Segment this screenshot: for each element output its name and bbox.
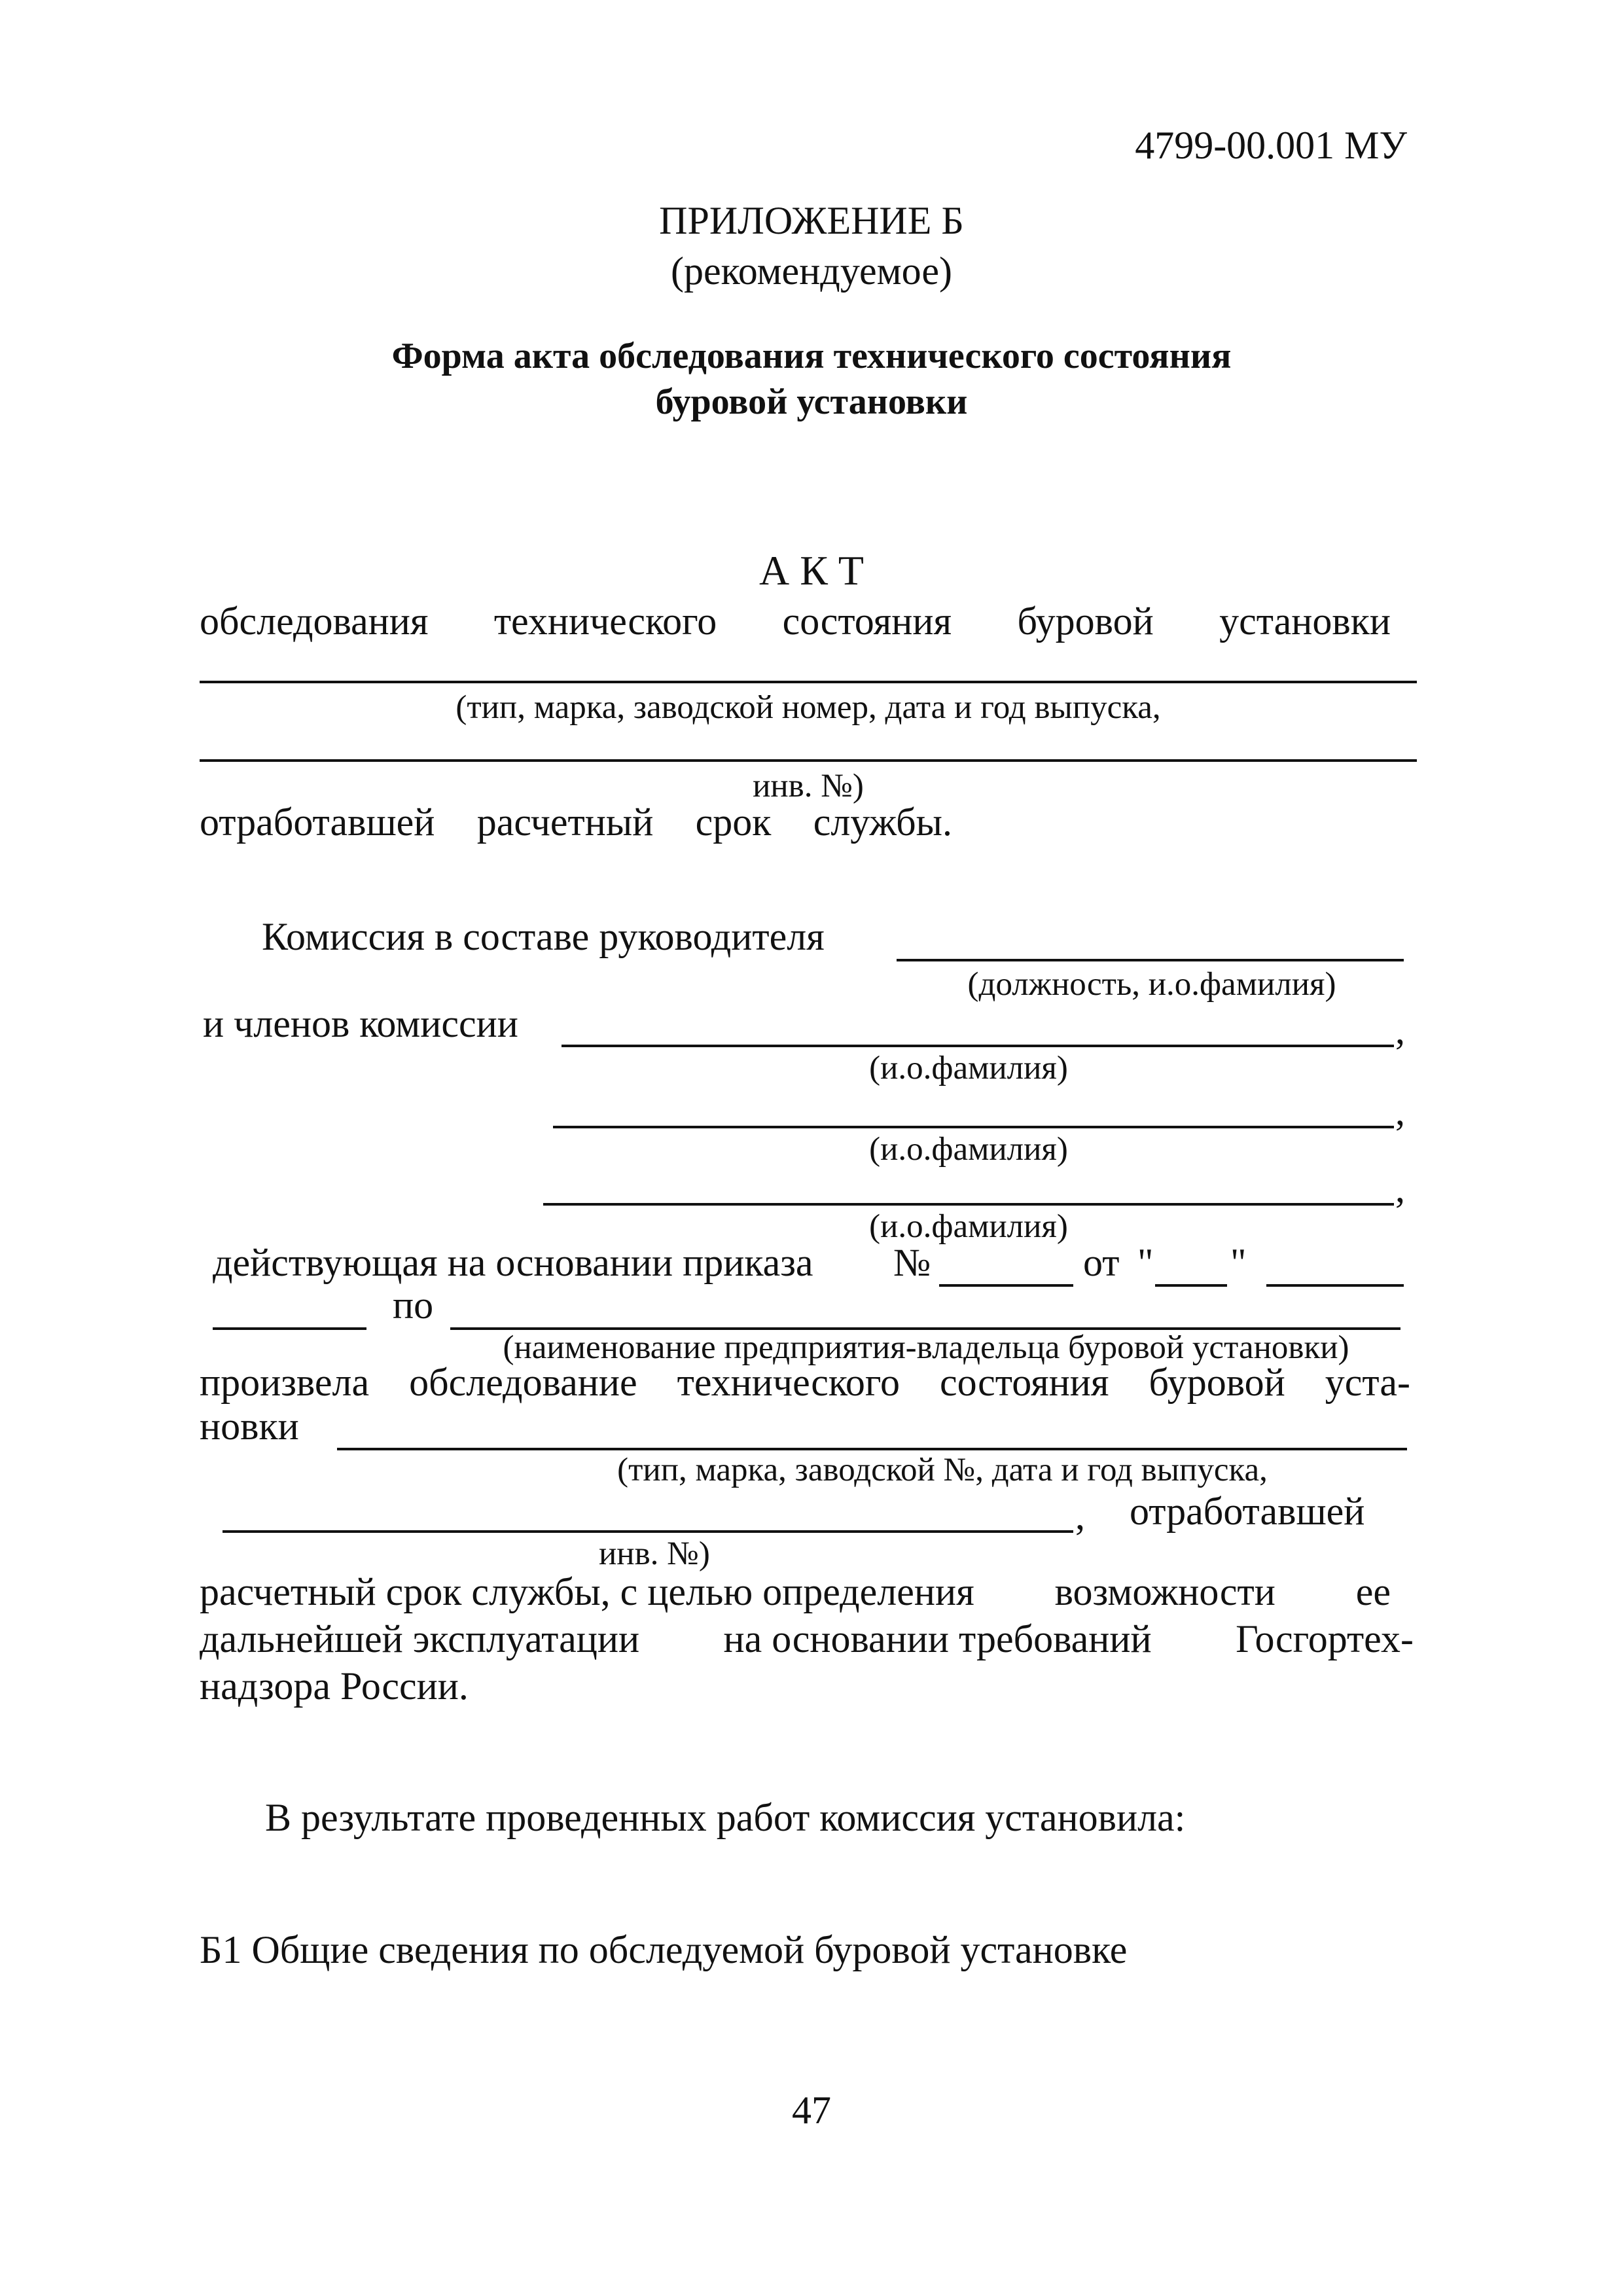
order-from-label: от xyxy=(1083,1241,1120,1284)
purpose-segment: дальнейшей эксплуатации xyxy=(200,1617,640,1660)
service-life-word: службы. xyxy=(813,800,952,844)
purpose-line1 xyxy=(200,1570,1391,1615)
order-year-line xyxy=(213,1327,366,1330)
po-label: по xyxy=(393,1283,434,1327)
hint-inventory-number-2: инв. №) xyxy=(599,1535,710,1572)
document-code: 4799-00.001 МУ xyxy=(1135,124,1407,167)
result-statement: В результате проведенных работ комиссия установила: xyxy=(265,1796,1186,1839)
purpose-segment: Госгортех- xyxy=(1236,1617,1414,1660)
form-title-line1: Форма акта обследования технического состояния xyxy=(391,336,1232,376)
head-name-line xyxy=(897,959,1404,961)
order-month-line xyxy=(1266,1284,1404,1287)
purpose-segment: на основании требований xyxy=(723,1617,1152,1660)
performed-word: произвела xyxy=(200,1361,370,1404)
act-subtitle xyxy=(200,599,1391,644)
hint-type-model-2: (тип, марка, заводской №, дата и год выпуска, xyxy=(617,1452,1268,1488)
hint-member-1: (и.о.фамилия) xyxy=(869,1050,1068,1086)
member-2-comma: , xyxy=(1395,1090,1405,1133)
commission-intro: Комиссия в составе руководителя xyxy=(262,915,825,958)
purpose-segment: ее xyxy=(1355,1570,1391,1613)
page-number: 47 xyxy=(792,2089,831,2132)
member-3-comma: , xyxy=(1395,1167,1405,1210)
inventory-number-line-2 xyxy=(223,1530,1073,1533)
member-1-comma: , xyxy=(1395,1009,1405,1052)
members-label: и членов комиссии xyxy=(203,1002,518,1045)
inventory-comma: , xyxy=(1075,1494,1085,1537)
member-1-line xyxy=(562,1045,1394,1047)
hint-head-position: (должность, и.о.фамилия) xyxy=(967,966,1336,1003)
purpose-segment: возможности xyxy=(1054,1570,1275,1613)
hint-member-3: (и.о.фамилия) xyxy=(869,1208,1068,1245)
form-title-line2: буровой установки xyxy=(655,382,968,422)
service-life-line xyxy=(200,800,952,845)
order-number-line xyxy=(939,1284,1073,1287)
act-subtitle-word: установки xyxy=(1219,600,1391,643)
member-3-line xyxy=(543,1203,1394,1206)
order-basis-text: действующая на основании приказа xyxy=(213,1241,813,1284)
act-subtitle-word: буровой xyxy=(1017,600,1154,643)
member-2-line xyxy=(553,1126,1394,1128)
act-subtitle-word: обследования xyxy=(200,600,429,643)
purpose-segment: расчетный срок службы, с целью определения xyxy=(200,1570,974,1613)
appendix-title: ПРИЛОЖЕНИЕ Б xyxy=(659,199,964,242)
equipment-type-line-2 xyxy=(337,1448,1407,1450)
performed-word: технического xyxy=(677,1361,901,1404)
purpose-line2 xyxy=(200,1617,1414,1662)
service-life-word: отработавшей xyxy=(200,800,435,844)
hint-inventory-number: инв. №) xyxy=(753,768,864,804)
purpose-line3: надзора России. xyxy=(200,1664,469,1708)
inventory-number-line xyxy=(200,759,1417,762)
performed-word: состояния xyxy=(940,1361,1109,1404)
order-number-sign: № xyxy=(893,1241,931,1284)
performed-line2: новки xyxy=(200,1405,299,1448)
quote-close: " xyxy=(1230,1241,1247,1284)
quote-open: " xyxy=(1137,1241,1154,1284)
order-day-line xyxy=(1155,1284,1227,1287)
act-subtitle-word: состояния xyxy=(782,600,952,643)
performed-word: уста- xyxy=(1325,1361,1410,1404)
service-life-word: расчетный xyxy=(476,800,654,844)
performed-word: буровой xyxy=(1149,1361,1285,1404)
act-subtitle-word: технического xyxy=(493,600,717,643)
performed-word: обследование xyxy=(409,1361,637,1404)
equipment-type-line xyxy=(200,681,1417,683)
hint-type-model: (тип, марка, заводской номер, дата и год выпуска, xyxy=(455,689,1161,726)
service-life-word: срок xyxy=(695,800,772,844)
act-title: А К Т xyxy=(759,547,864,594)
section-b1-heading: Б1 Общие сведения по обследуемой буровой установке xyxy=(200,1928,1128,1971)
performed-line xyxy=(200,1360,1410,1405)
hint-member-2: (и.о.фамилия) xyxy=(869,1131,1068,1168)
hint-enterprise: (наименование предприятия-владельца буровой установки) xyxy=(503,1329,1349,1366)
worked-out-label: отработавшей xyxy=(1130,1490,1365,1533)
appendix-status: (рекомендуемое) xyxy=(671,249,952,293)
